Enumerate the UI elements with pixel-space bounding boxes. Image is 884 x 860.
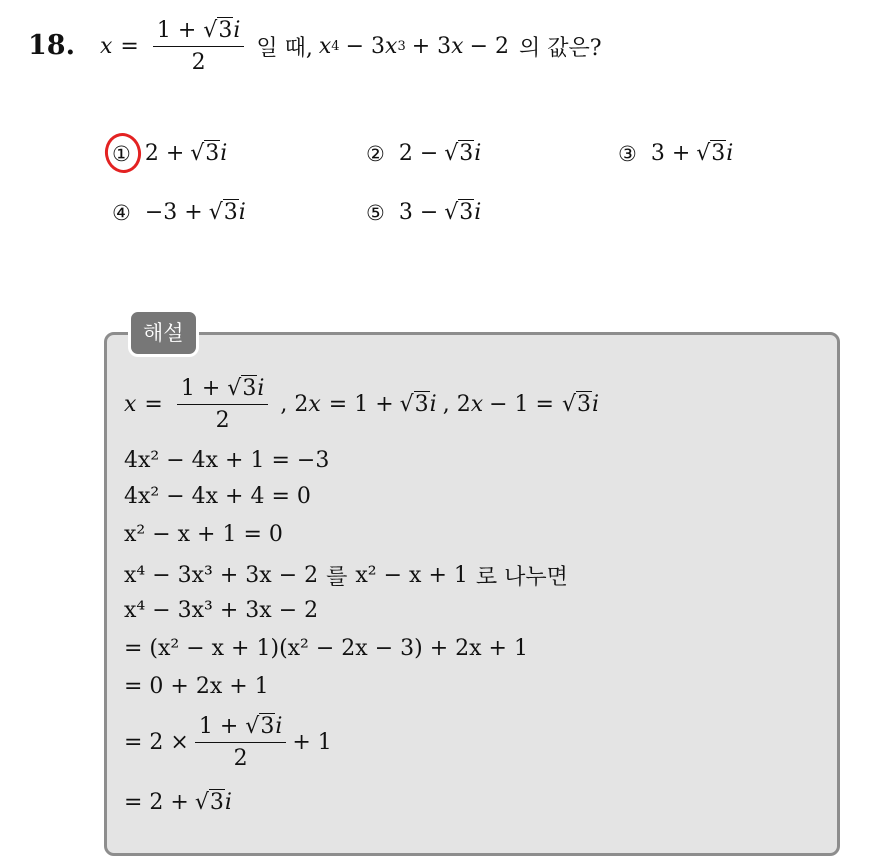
choice-5[interactable] (366, 200, 481, 225)
choice-1-text: 2 + (144, 141, 185, 166)
sol-l9-pre: = 2 × (124, 730, 189, 755)
solution-line-6: x⁴ − 3x³ + 3x − 2 (124, 598, 319, 623)
sol-l10-sqrt: √3 (194, 790, 224, 815)
sol-l1-i2: i (592, 392, 600, 417)
choice-2-imag: i (474, 141, 482, 166)
choice-4-text: −3 + (144, 200, 203, 225)
sol-l5-expr: x⁴ − 3x³ + 3x − 2 (124, 563, 319, 588)
choice-2-text: 2 − (398, 141, 439, 166)
solution-line-10 (124, 790, 232, 815)
solution-line-8: = 0 + 2x + 1 (124, 674, 269, 699)
var-x: x (100, 34, 113, 59)
sol-l9-fraction (195, 714, 287, 771)
sol-frac-den: 2 (215, 408, 230, 433)
choice-1-sqrt: √3 (190, 141, 220, 166)
choice-5-imag: i (474, 200, 482, 225)
choice-2[interactable] (366, 141, 481, 166)
solution-line-9 (124, 714, 332, 771)
choice-3-text: 3 + (650, 141, 691, 166)
sol-l5-korean2: 로 나누면 (475, 565, 568, 590)
numerator-text: 1 + (156, 18, 197, 43)
sol-l5-korean1: 를 (326, 565, 348, 590)
expr-x3: x (385, 34, 398, 59)
choice-3-sqrt: √3 (696, 141, 726, 166)
sol-fraction (177, 376, 269, 433)
choice-4-imag: i (238, 200, 246, 225)
choice-2-sqrt: √3 (444, 141, 474, 166)
sol-l1-x2: x (470, 392, 484, 417)
solution-line-3: 4x² − 4x + 4 = 0 (124, 484, 311, 509)
expr-x4: x (318, 34, 332, 59)
equals-sign: = (120, 34, 139, 59)
question-number: 18. (28, 30, 75, 61)
choice-5-sqrt: √3 (444, 200, 474, 225)
choice-5-text: 3 − (398, 200, 439, 225)
fraction-denominator: 2 (191, 50, 206, 75)
sol-equals: = (144, 392, 163, 417)
expr-tail: − 2 (469, 34, 510, 59)
fraction (153, 18, 245, 75)
question-text (100, 18, 602, 75)
korean-ask: 의 값은? (519, 36, 602, 61)
sol-l5-divisor: x² − x + 1 (355, 563, 468, 588)
sol-l1-sqrt2: √3 (561, 392, 592, 417)
choice-1-number: ① (112, 142, 131, 166)
solution-line-2: 4x² − 4x + 1 = −3 (124, 448, 330, 473)
sol-l1-sep1: , 2 (280, 392, 309, 417)
choice-4-number: ④ (112, 200, 131, 225)
sqrt: √3 (203, 18, 233, 43)
expr-mid2: + 3 (411, 34, 452, 59)
choice-1-imag: i (220, 141, 228, 166)
imag-unit: i (233, 18, 241, 43)
sol-l1-i1: i (429, 392, 437, 417)
choice-4-sqrt: √3 (208, 200, 238, 225)
sol-var-x: x (124, 392, 137, 417)
sol-l9-den: 2 (233, 746, 248, 771)
expr-mid1: − 3 (345, 34, 386, 59)
sol-l9-post: + 1 (292, 730, 332, 755)
sol-l9-num: 1 + √3i (195, 714, 287, 743)
choice-3-number: ③ (618, 141, 637, 166)
exp-4: 4 (331, 39, 340, 54)
sol-l1-tail: − 1 = (489, 392, 554, 417)
choice-2-number: ② (366, 141, 385, 166)
choice-4[interactable] (112, 200, 246, 225)
answer-circle-mark (102, 130, 144, 176)
solution-line-5 (124, 560, 568, 591)
fraction-numerator (153, 18, 245, 47)
solution-line-4: x² − x + 1 = 0 (124, 522, 283, 547)
solution-line-7: = (x² − x + 1)(x² − 2x − 3) + 2x + 1 (124, 636, 528, 661)
exp-3: 3 (397, 39, 406, 54)
solution-tag: 해설 (128, 309, 199, 357)
choice-3-imag: i (726, 141, 734, 166)
sol-l1-mid: = 1 + (328, 392, 394, 417)
expr-x1: x (451, 34, 464, 59)
choice-5-number: ⑤ (366, 200, 385, 225)
solution-line-1 (124, 376, 599, 433)
sol-l1-sep2: , 2 (442, 392, 471, 417)
choice-3[interactable] (618, 141, 733, 166)
korean-when: 일 때, (256, 36, 313, 61)
sqrt-arg: 3 (218, 18, 233, 43)
sol-frac-num: 1 + √3i (177, 376, 269, 405)
sol-l10-pre: = 2 + (124, 790, 189, 815)
sol-l10-i: i (224, 790, 232, 815)
sol-l1-sqrt1: √3 (399, 392, 429, 417)
sol-l1-x1: x (308, 392, 321, 417)
choice-1[interactable] (112, 141, 227, 166)
